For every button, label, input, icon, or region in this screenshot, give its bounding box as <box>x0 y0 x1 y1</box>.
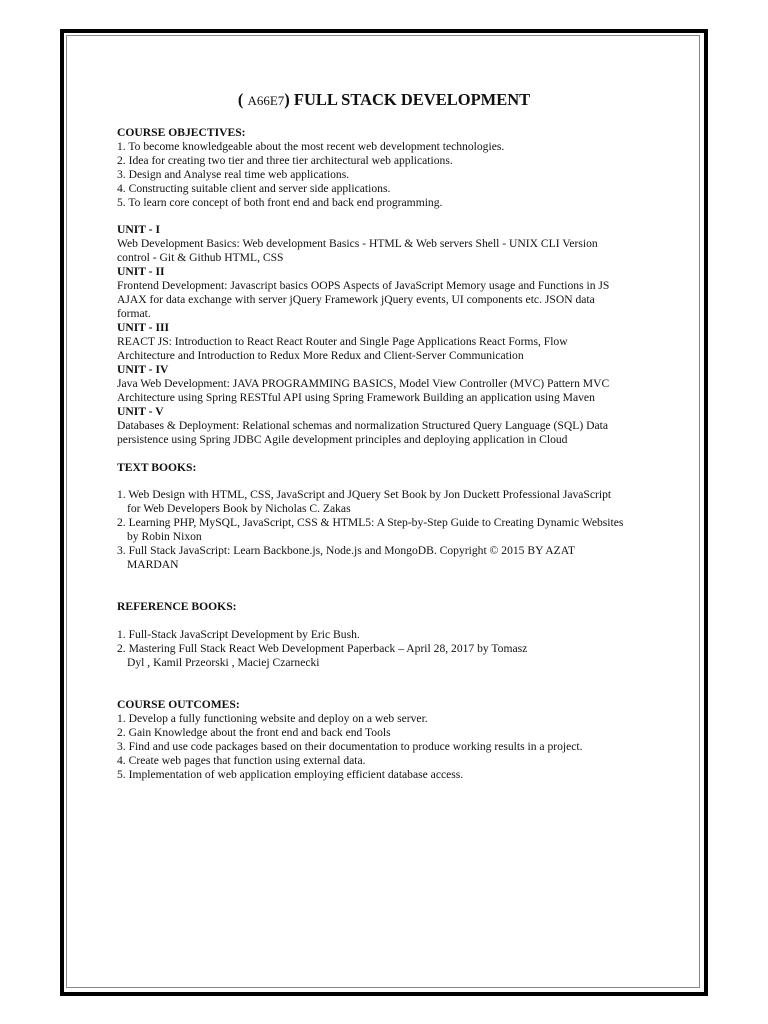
unit-heading: UNIT - III <box>117 321 169 334</box>
text-book-item: 1. Web Design with HTML, CSS, JavaScript and JQuery Set Book by Jon Duckett Professional JavaScript <box>117 488 612 501</box>
unit-description: AJAX for data exchange with server jQuery Framework jQuery events, UI components etc. JSON data <box>117 293 595 306</box>
course-title: FULL STACK DEVELOPMENT <box>289 90 531 109</box>
reference-book-item: 2. Mastering Full Stack React Web Development Paperback – April 28, 2017 by Tomasz <box>117 642 528 655</box>
unit-description: REACT JS: Introduction to React React Router and Single Page Applications React Forms, Flow <box>117 335 568 348</box>
unit-description: format. <box>117 307 151 320</box>
title-paren: ) <box>284 90 290 109</box>
section-heading-objectives: COURSE OBJECTIVES: <box>117 126 246 139</box>
outcome-item: 5. Implementation of web application employing efficient database access. <box>117 768 464 781</box>
unit-heading: UNIT - I <box>117 223 160 236</box>
section-heading-outcomes: COURSE OUTCOMES: <box>117 698 240 711</box>
objective-item: 4. Constructing suitable client and server side applications. <box>117 182 391 195</box>
unit-heading: UNIT - II <box>117 265 165 278</box>
section-heading-text-books: TEXT BOOKS: <box>117 461 197 474</box>
text-book-item: for Web Developers Book by Nicholas C. Zakas <box>127 502 351 515</box>
unit-description: Frontend Development: Javascript basics OOPS Aspects of JavaScript Memory usage and Functions in JS <box>117 279 610 292</box>
unit-description: control - Git & Github HTML, CSS <box>117 251 284 264</box>
reference-book-item: 1. Full-Stack JavaScript Development by Eric Bush. <box>117 628 360 641</box>
unit-description: persistence using Spring JDBC Agile development principles and deploying application in Cloud <box>117 433 568 446</box>
text-book-item: MARDAN <box>127 558 179 571</box>
outcome-item: 4. Create web pages that function using external data. <box>117 754 366 767</box>
unit-description: Databases & Deployment: Relational schemas and normalization Structured Query Language (SQL) Data <box>117 419 608 432</box>
text-book-item: 3. Full Stack JavaScript: Learn Backbone.js, Node.js and MongoDB. Copyright © 2015 BY AZAT <box>117 544 575 557</box>
title-paren: ( <box>237 90 248 109</box>
section-heading-reference-books: REFERENCE BOOKS: <box>117 600 237 613</box>
objective-item: 3. Design and Analyse real time web applications. <box>117 168 350 181</box>
unit-heading: UNIT - V <box>117 405 164 418</box>
unit-description: Web Development Basics: Web development Basics - HTML & Web servers Shell - UNIX CLI Version <box>117 237 598 250</box>
page-title <box>0 90 768 110</box>
objective-item: 5. To learn core concept of both front end and back end programming. <box>117 196 443 209</box>
outcome-item: 2. Gain Knowledge about the front end and back end Tools <box>117 726 391 739</box>
objective-item: 1. To become knowledgeable about the most recent web development technologies. <box>117 140 505 153</box>
outcome-item: 1. Develop a fully functioning website and deploy on a web server. <box>117 712 428 725</box>
reference-book-item: Dyl , Kamil Przeorski , Maciej Czarnecki <box>127 656 320 669</box>
course-code: A66E7 <box>247 93 285 108</box>
unit-description: Architecture and Introduction to Redux More Redux and Client-Server Communication <box>117 349 524 362</box>
unit-description: Architecture using Spring RESTful API using Spring Framework Building an application using Maven <box>117 391 595 404</box>
unit-heading: UNIT - IV <box>117 363 169 376</box>
text-book-item: by Robin Nixon <box>127 530 202 543</box>
objective-item: 2. Idea for creating two tier and three tier architectural web applications. <box>117 154 453 167</box>
unit-description: Java Web Development: JAVA PROGRAMMING BASICS, Model View Controller (MVC) Pattern MVC <box>117 377 610 390</box>
outcome-item: 3. Find and use code packages based on their documentation to produce working results in a project. <box>117 740 583 753</box>
text-book-item: 2. Learning PHP, MySQL, JavaScript, CSS & HTML5: A Step-by-Step Guide to Creating Dynamic Websites <box>117 516 624 529</box>
